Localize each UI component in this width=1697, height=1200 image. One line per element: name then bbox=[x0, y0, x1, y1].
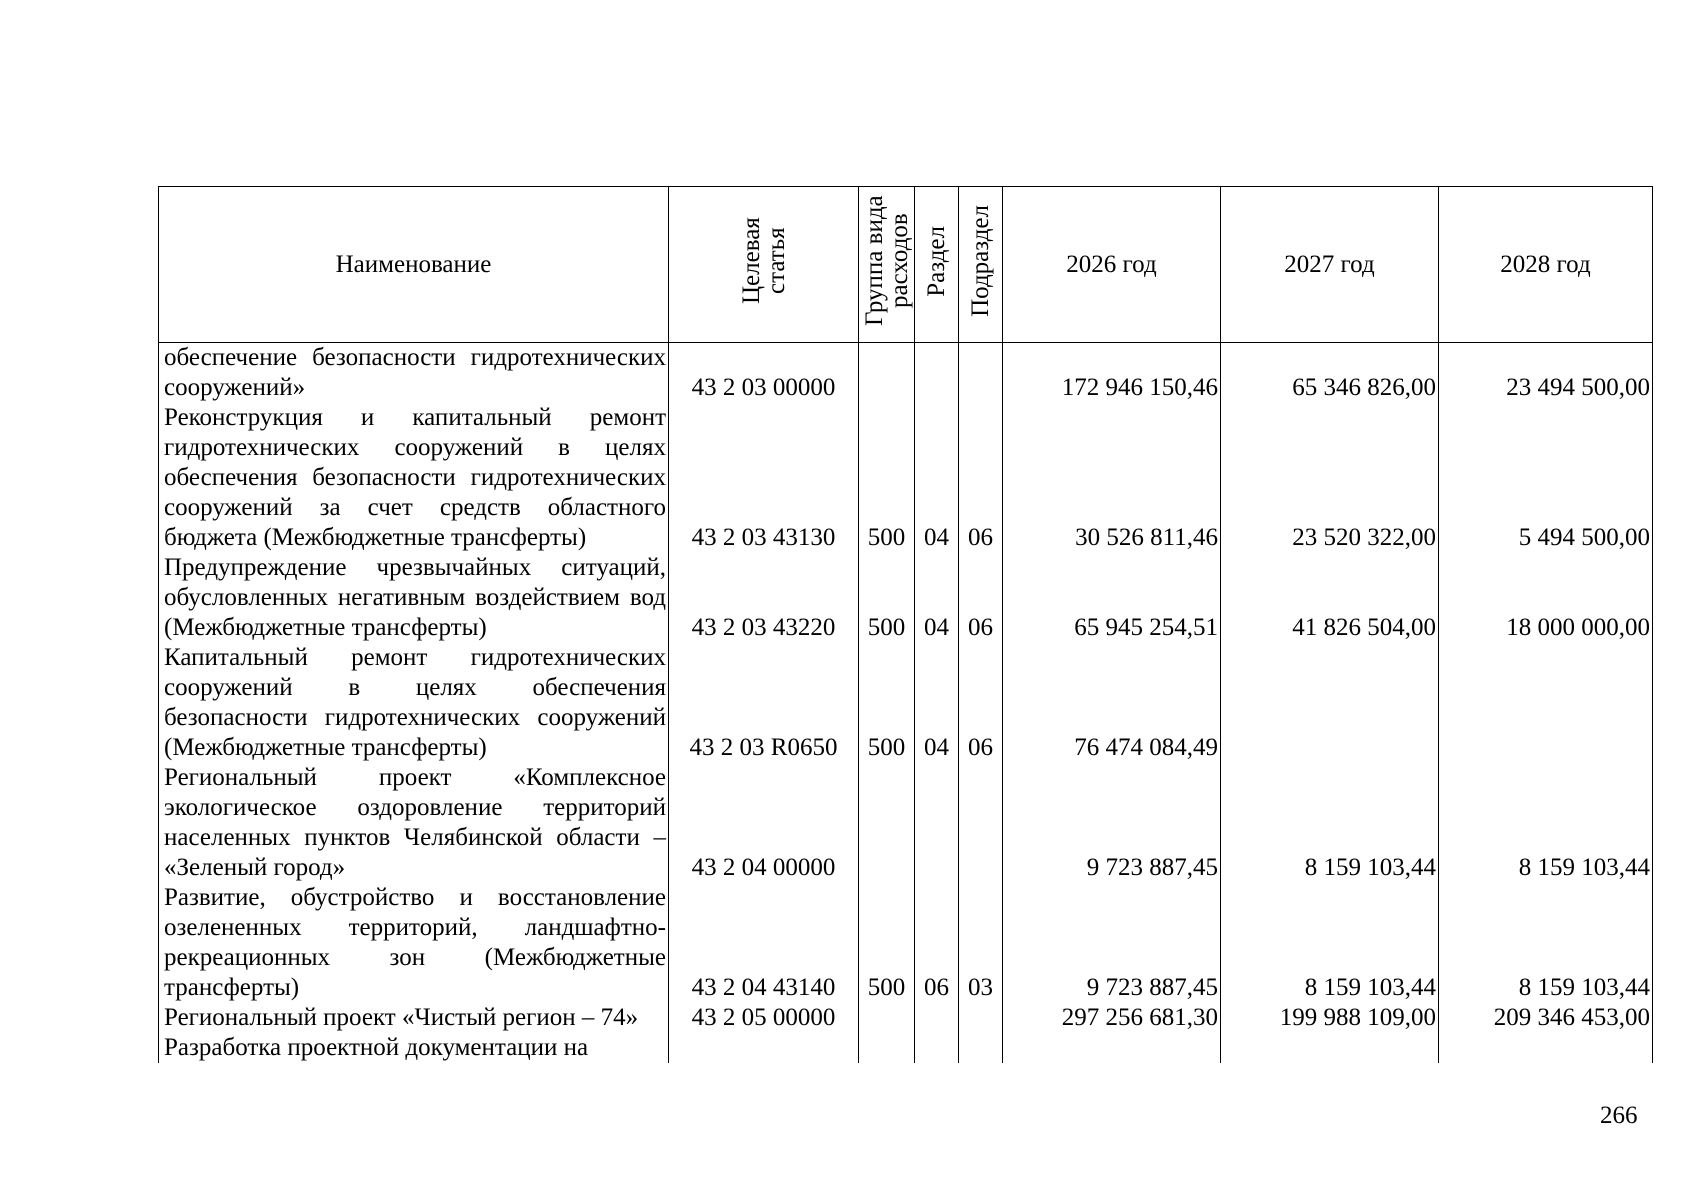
row-amount-2026 bbox=[1003, 1033, 1221, 1063]
row-amount-2027 bbox=[1221, 1033, 1439, 1063]
header-subsection: Подраздел bbox=[959, 187, 1003, 343]
table-row bbox=[159, 553, 1653, 643]
row-expense-group bbox=[859, 763, 915, 883]
row-amount-2028: 8 159 103,44 bbox=[1439, 763, 1653, 883]
row-amount-2028: 8 159 103,44 bbox=[1439, 883, 1653, 1003]
row-target-article: 43 2 04 43140 bbox=[669, 883, 859, 1003]
row-name: Развитие, обустройство и восстановление озелененных территорий, ландшафтно-рекреационных зон (Межбюджетные трансферты) bbox=[159, 883, 669, 1003]
row-amount-2026: 297 256 681,30 bbox=[1003, 1003, 1221, 1033]
row-amount-2026: 65 945 254,51 bbox=[1003, 553, 1221, 643]
row-expense-group: 500 bbox=[859, 643, 915, 763]
table-row bbox=[159, 1033, 1653, 1063]
row-amount-2027: 41 826 504,00 bbox=[1221, 553, 1439, 643]
budget-table bbox=[158, 186, 1653, 1063]
row-expense-group: 500 bbox=[859, 883, 915, 1003]
header-name: Наименование bbox=[159, 187, 669, 343]
table-body bbox=[159, 343, 1653, 1064]
row-amount-2028: 23 494 500,00 bbox=[1439, 343, 1653, 404]
row-subsection: 06 bbox=[959, 643, 1003, 763]
table-row bbox=[159, 883, 1653, 1003]
table-header bbox=[159, 187, 1653, 343]
table-row bbox=[159, 643, 1653, 763]
row-amount-2028: 18 000 000,00 bbox=[1439, 553, 1653, 643]
row-name: Разработка проектной документации на bbox=[159, 1033, 669, 1063]
row-amount-2027: 65 346 826,00 bbox=[1221, 343, 1439, 404]
row-name: Региональный проект «Чистый регион – 74» bbox=[159, 1003, 669, 1033]
row-section: 04 bbox=[915, 643, 959, 763]
header-year-2026: 2026 год bbox=[1003, 187, 1221, 343]
row-amount-2026: 172 946 150,46 bbox=[1003, 343, 1221, 404]
table-row bbox=[159, 343, 1653, 404]
row-expense-group bbox=[859, 343, 915, 404]
row-amount-2026: 9 723 887,45 bbox=[1003, 763, 1221, 883]
page-number: 266 bbox=[1600, 1102, 1638, 1129]
row-target-article: 43 2 03 00000 bbox=[669, 343, 859, 404]
row-name: Капитальный ремонт гидротехнических сооружений в целях обеспечения безопасности гидротехнических сооружений (Межбюджетные трансферты) bbox=[159, 643, 669, 763]
row-amount-2027 bbox=[1221, 643, 1439, 763]
row-amount-2028: 5 494 500,00 bbox=[1439, 403, 1653, 553]
row-subsection: 06 bbox=[959, 403, 1003, 553]
row-target-article: 43 2 04 00000 bbox=[669, 763, 859, 883]
row-section bbox=[915, 343, 959, 404]
row-name: Предупреждение чрезвычайных ситуаций, обусловленных негативным воздействием вод (Межбюджетные трансферты) bbox=[159, 553, 669, 643]
table-row bbox=[159, 1003, 1653, 1033]
row-expense-group bbox=[859, 1003, 915, 1033]
row-amount-2028: 209 346 453,00 bbox=[1439, 1003, 1653, 1033]
table-row bbox=[159, 403, 1653, 553]
row-expense-group bbox=[859, 1033, 915, 1063]
row-subsection bbox=[959, 1003, 1003, 1033]
row-target-article: 43 2 05 00000 bbox=[669, 1003, 859, 1033]
row-subsection bbox=[959, 1033, 1003, 1063]
row-expense-group: 500 bbox=[859, 553, 915, 643]
row-subsection: 03 bbox=[959, 883, 1003, 1003]
row-name: Региональный проект «Комплексное экологическое оздоровление территорий населенных пунктов Челябинской области – «Зеленый город» bbox=[159, 763, 669, 883]
row-target-article bbox=[669, 1033, 859, 1063]
header-section: Раздел bbox=[915, 187, 959, 343]
row-amount-2026: 76 474 084,49 bbox=[1003, 643, 1221, 763]
row-section: 06 bbox=[915, 883, 959, 1003]
row-section: 04 bbox=[915, 553, 959, 643]
row-subsection: 06 bbox=[959, 553, 1003, 643]
row-amount-2027: 23 520 322,00 bbox=[1221, 403, 1439, 553]
row-subsection bbox=[959, 763, 1003, 883]
row-subsection bbox=[959, 343, 1003, 404]
row-name: обеспечение безопасности гидротехнических сооружений» bbox=[159, 343, 669, 404]
row-section bbox=[915, 1003, 959, 1033]
row-expense-group: 500 bbox=[859, 403, 915, 553]
row-section: 04 bbox=[915, 403, 959, 553]
header-year-2028: 2028 год bbox=[1439, 187, 1653, 343]
row-amount-2026: 30 526 811,46 bbox=[1003, 403, 1221, 553]
row-section bbox=[915, 763, 959, 883]
header-year-2027: 2027 год bbox=[1221, 187, 1439, 343]
row-target-article: 43 2 03 43220 bbox=[669, 553, 859, 643]
row-target-article: 43 2 03 R0650 bbox=[669, 643, 859, 763]
row-section bbox=[915, 1033, 959, 1063]
header-target-article: Целевая статья bbox=[669, 187, 859, 343]
row-amount-2026: 9 723 887,45 bbox=[1003, 883, 1221, 1003]
row-target-article: 43 2 03 43130 bbox=[669, 403, 859, 553]
header-expense-group: Группа вида расходов bbox=[859, 187, 915, 343]
row-amount-2028 bbox=[1439, 1033, 1653, 1063]
row-amount-2027: 199 988 109,00 bbox=[1221, 1003, 1439, 1033]
row-amount-2027: 8 159 103,44 bbox=[1221, 763, 1439, 883]
row-amount-2028 bbox=[1439, 643, 1653, 763]
row-name: Реконструкция и капитальный ремонт гидротехнических сооружений в целях обеспечения безопасности гидротехнических сооружений за счет средств областного бюджета (Межбюджетные трансферты) bbox=[159, 403, 669, 553]
table-row bbox=[159, 763, 1653, 883]
row-amount-2027: 8 159 103,44 bbox=[1221, 883, 1439, 1003]
